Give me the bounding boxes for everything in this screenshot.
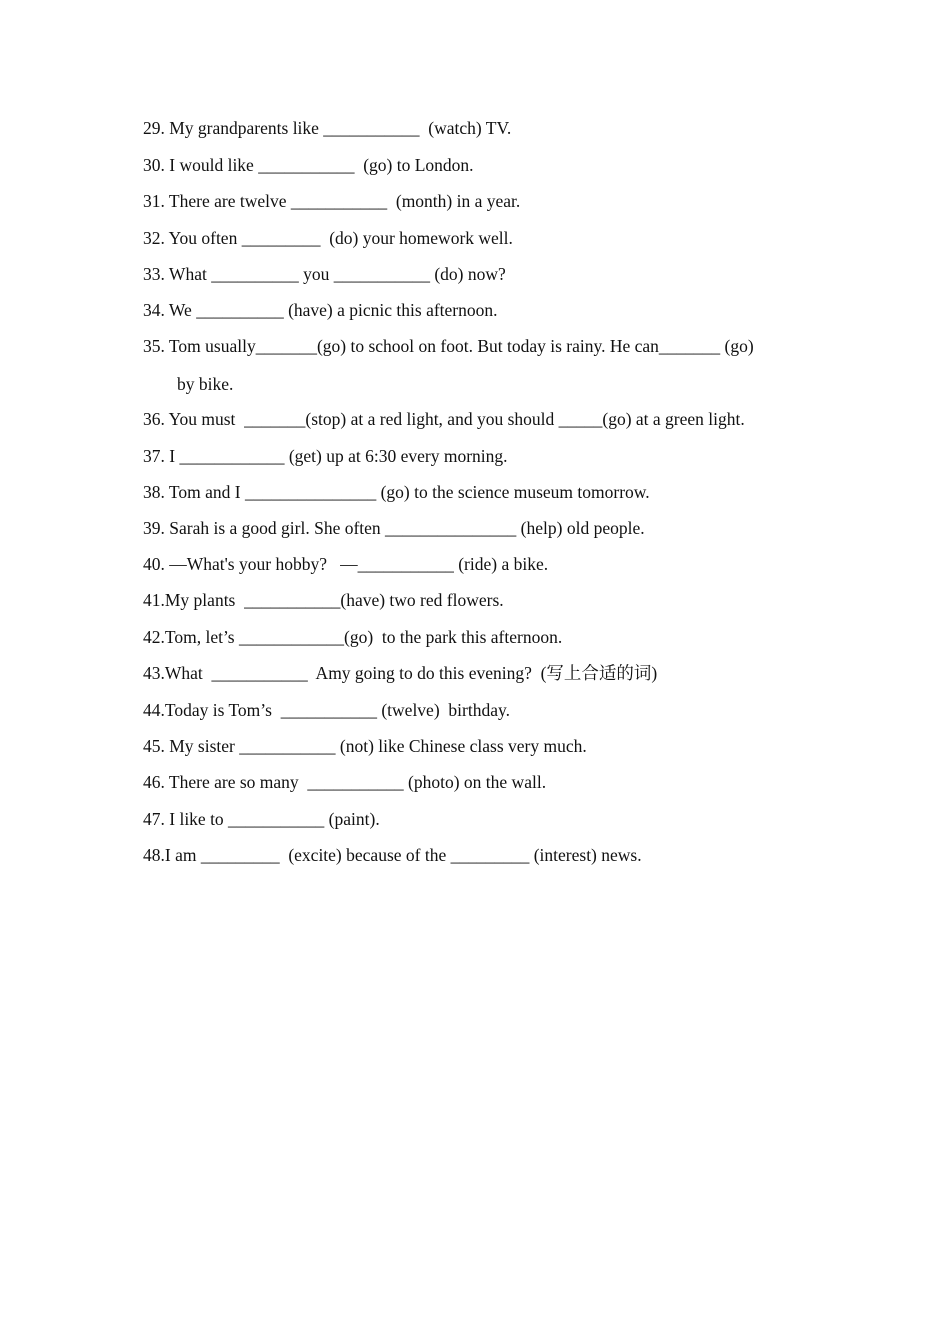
- question-43: 43.What ___________ Amy going to do this evening? (写上合适的词): [143, 663, 658, 683]
- question-45: 45. My sister ___________ (not) like Chinese class very much.: [143, 736, 587, 756]
- question-40: 40. —What's your hobby? —___________ (ride) a bike.: [143, 554, 549, 574]
- question-41: 41.My plants ___________(have) two red flowers.: [143, 590, 504, 610]
- question-47: 47. I like to ___________ (paint).: [143, 809, 380, 829]
- question-32: 32. You often _________ (do) your homework well.: [143, 228, 513, 248]
- question-44: 44.Today is Tom’s ___________ (twelve) birthday.: [143, 700, 510, 720]
- question-35: 35. Tom usually_______(go) to school on foot. But today is rainy. He can_______ (go): [143, 336, 754, 356]
- question-35-continuation: by bike.: [177, 374, 234, 394]
- question-31: 31. There are twelve ___________ (month) in a year.: [143, 191, 521, 211]
- question-37: 37. I ____________ (get) up at 6:30 every morning.: [143, 446, 508, 466]
- question-39: 39. Sarah is a good girl. She often _______________ (help) old people.: [143, 518, 645, 538]
- question-46: 46. There are so many ___________ (photo) on the wall.: [143, 772, 547, 792]
- question-42: 42.Tom, let’s ____________(go) to the park this afternoon.: [143, 627, 563, 647]
- question-38: 38. Tom and I _______________ (go) to the science museum tomorrow.: [143, 482, 650, 502]
- question-48: 48.I am _________ (excite) because of the _________ (interest) news.: [143, 845, 642, 865]
- question-36: 36. You must _______(stop) at a red light, and you should _____(go) at a green light.: [143, 409, 745, 429]
- question-30: 30. I would like ___________ (go) to London.: [143, 155, 474, 175]
- question-33: 33. What __________ you ___________ (do) now?: [143, 264, 506, 284]
- question-29: 29. My grandparents like ___________ (watch) TV.: [143, 118, 512, 138]
- question-34: 34. We __________ (have) a picnic this afternoon.: [143, 300, 498, 320]
